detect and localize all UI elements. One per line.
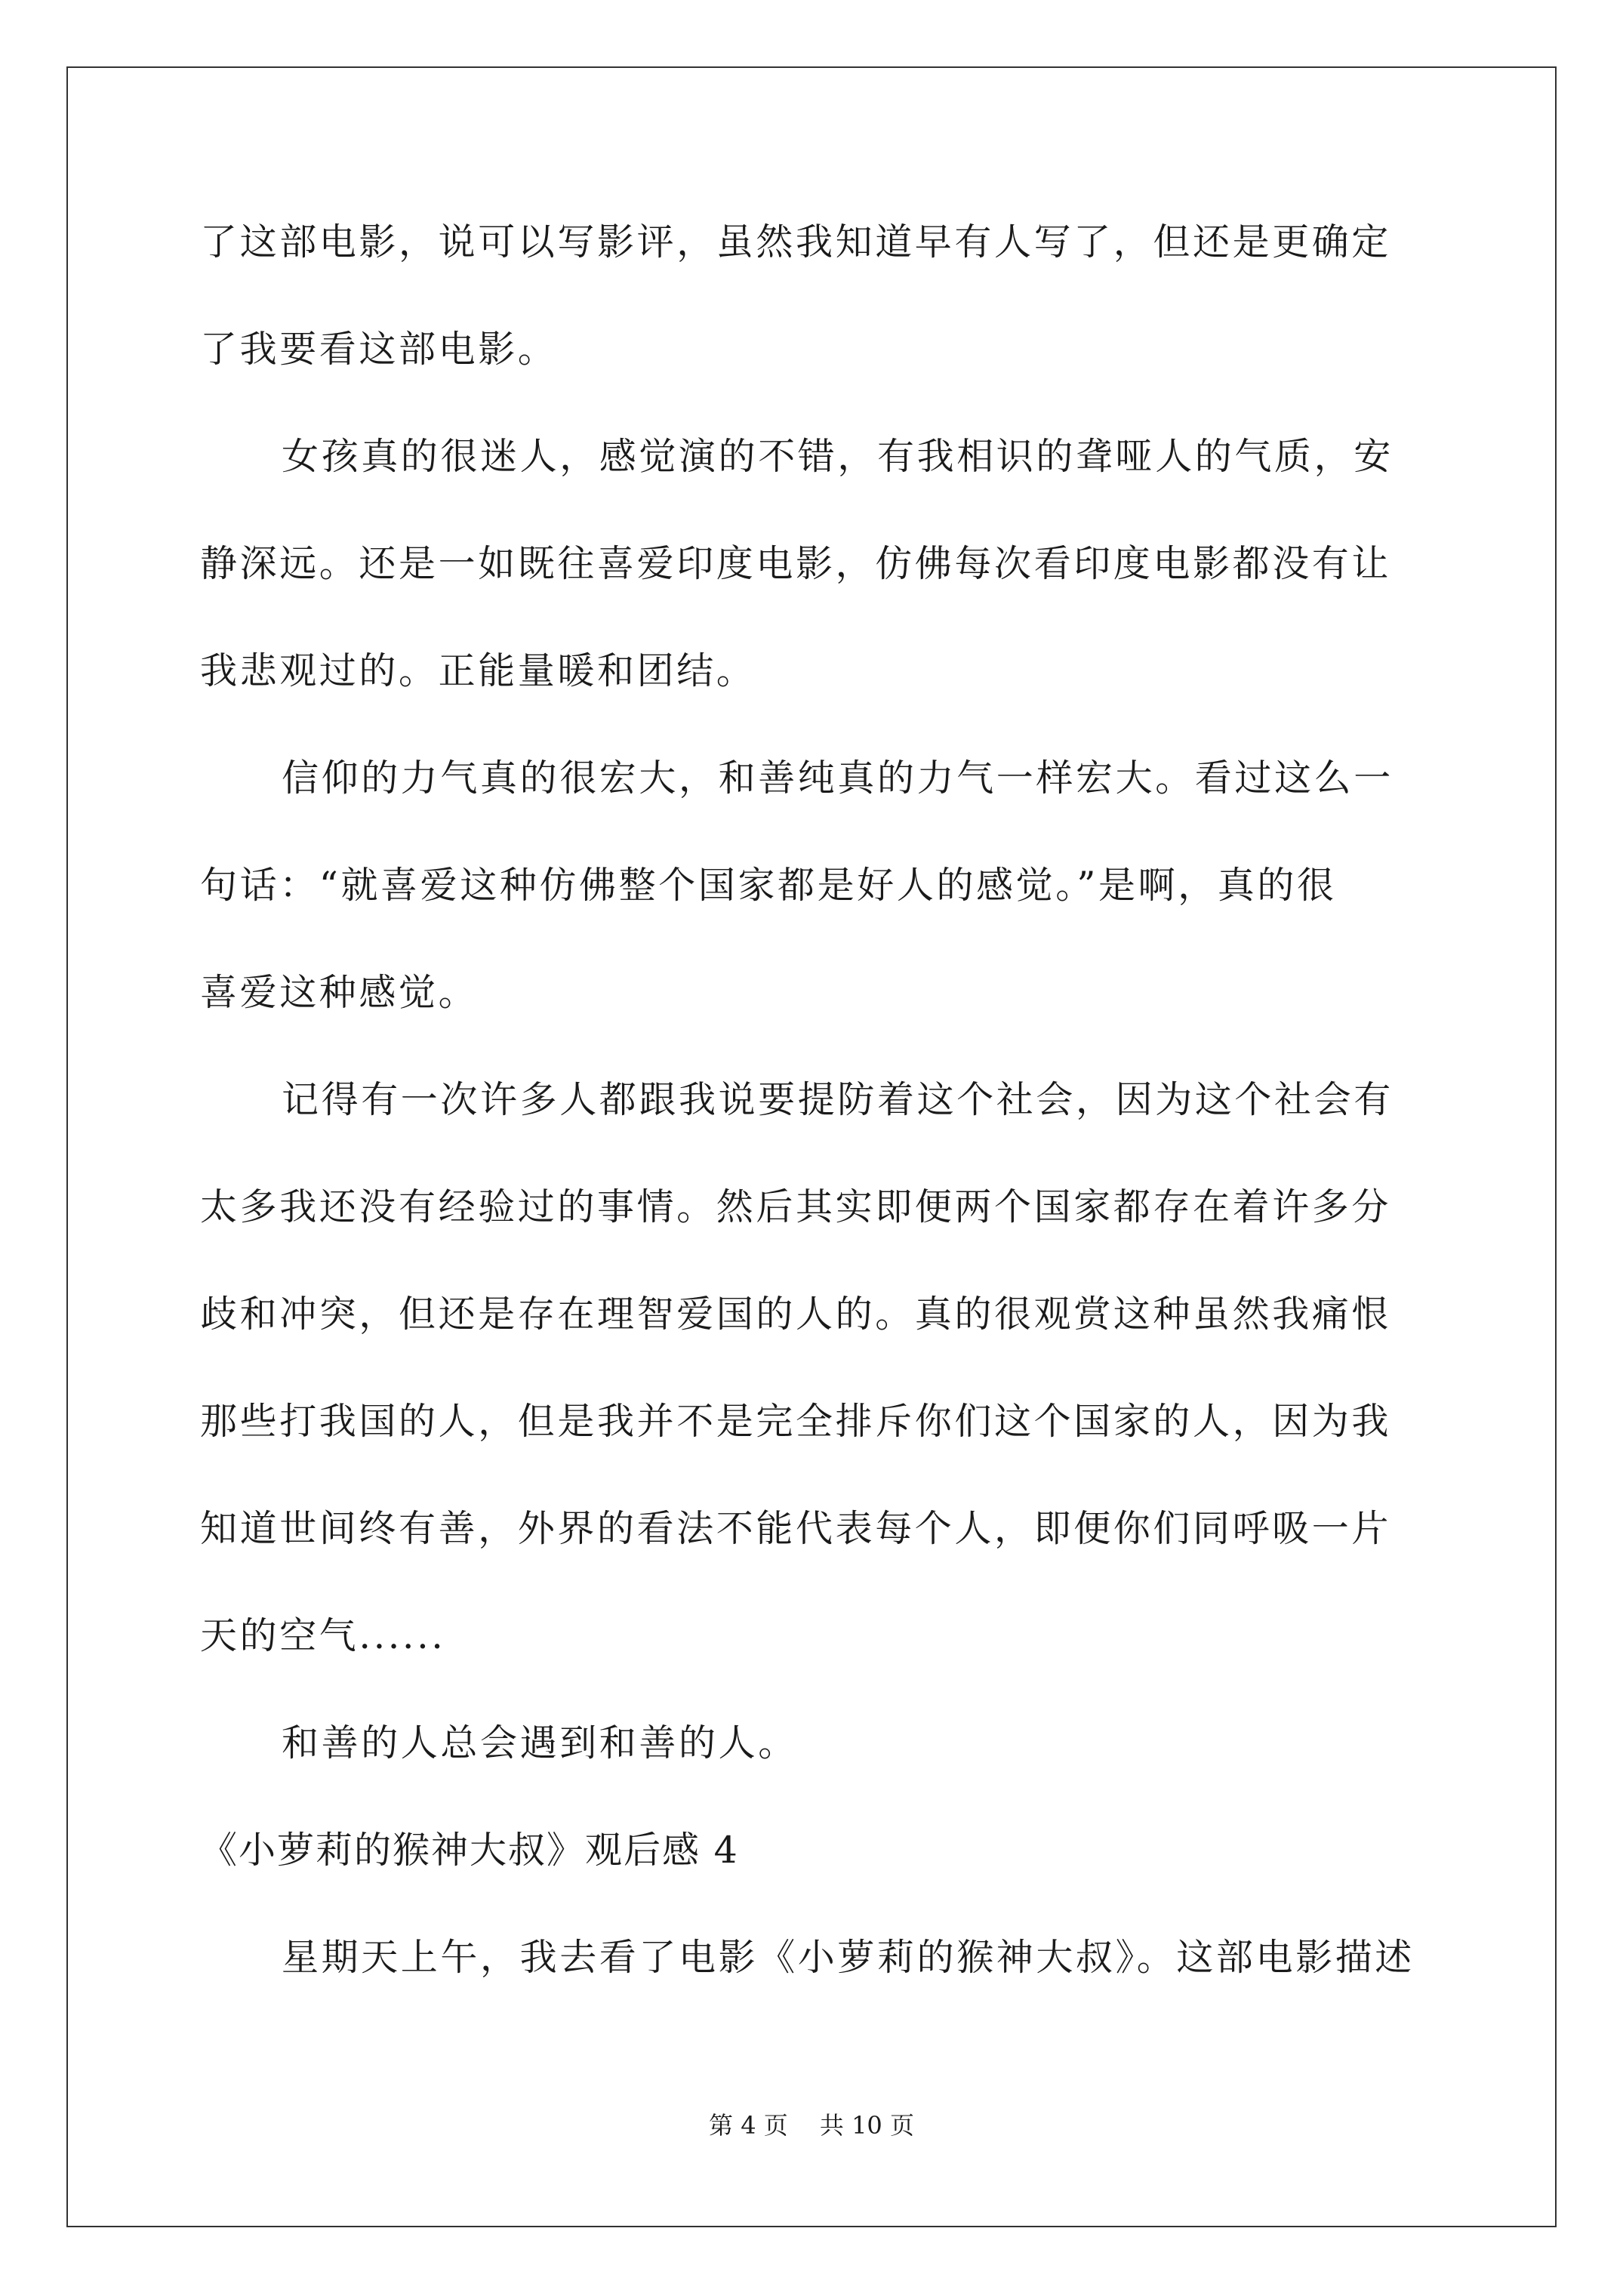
text-line: 句话：“就喜爱这种仿佛整个国家都是好人的感觉。”是啊，真的很 (200, 864, 1337, 907)
text-line: 那些打我国的人，但是我并不是完全排斥你们这个国家的人，因为我 (200, 1400, 1392, 1443)
text-line: 了这部电影，说可以写影评，虽然我知道早有人写了，但还是更确定 (200, 220, 1392, 264)
text-line: 天的空气...... (200, 1614, 446, 1657)
document-body (200, 189, 1438, 2011)
text-line: 了我要看这部电影。 (200, 328, 558, 371)
text-line: 静深远。还是一如既往喜爱印度电影，仿佛每次看印度电影都没有让 (200, 542, 1392, 585)
text-line: 喜爱这种感觉。 (200, 971, 479, 1014)
paragraph-start-line: 和善的人总会遇到和善的人。 (282, 1721, 798, 1764)
paragraph-start-line: 女孩真的很迷人，感觉演的不错，有我相识的聋哑人的气质，安 (282, 435, 1394, 478)
text-line: 歧和冲突，但还是存在理智爱国的人的。真的很观赏这种虽然我痛恨 (200, 1293, 1392, 1336)
text-line: 太多我还没有经验过的事情。然后其实即便两个国家都存在着许多分 (200, 1185, 1392, 1228)
section-heading: 《小萝莉的猴神大叔》观后感 4 (200, 1829, 739, 1872)
page-number-footer: 第 4 页 共 10 页 (709, 2111, 914, 2140)
paragraph-start-line: 星期天上午，我去看了电影《小萝莉的猴神大叔》。这部电影描述 (282, 1936, 1415, 1979)
text-line: 知道世间终有善，外界的看法不能代表每个人，即便你们同呼吸一片 (200, 1507, 1392, 1550)
paragraph-start-line: 记得有一次许多人都跟我说要提防着这个社会，因为这个社会有 (282, 1078, 1394, 1121)
paragraph-start-line: 信仰的力气真的很宏大，和善纯真的力气一样宏大。看过这么一 (282, 757, 1394, 800)
text-line: 我悲观过的。正能量暖和团结。 (200, 649, 756, 692)
